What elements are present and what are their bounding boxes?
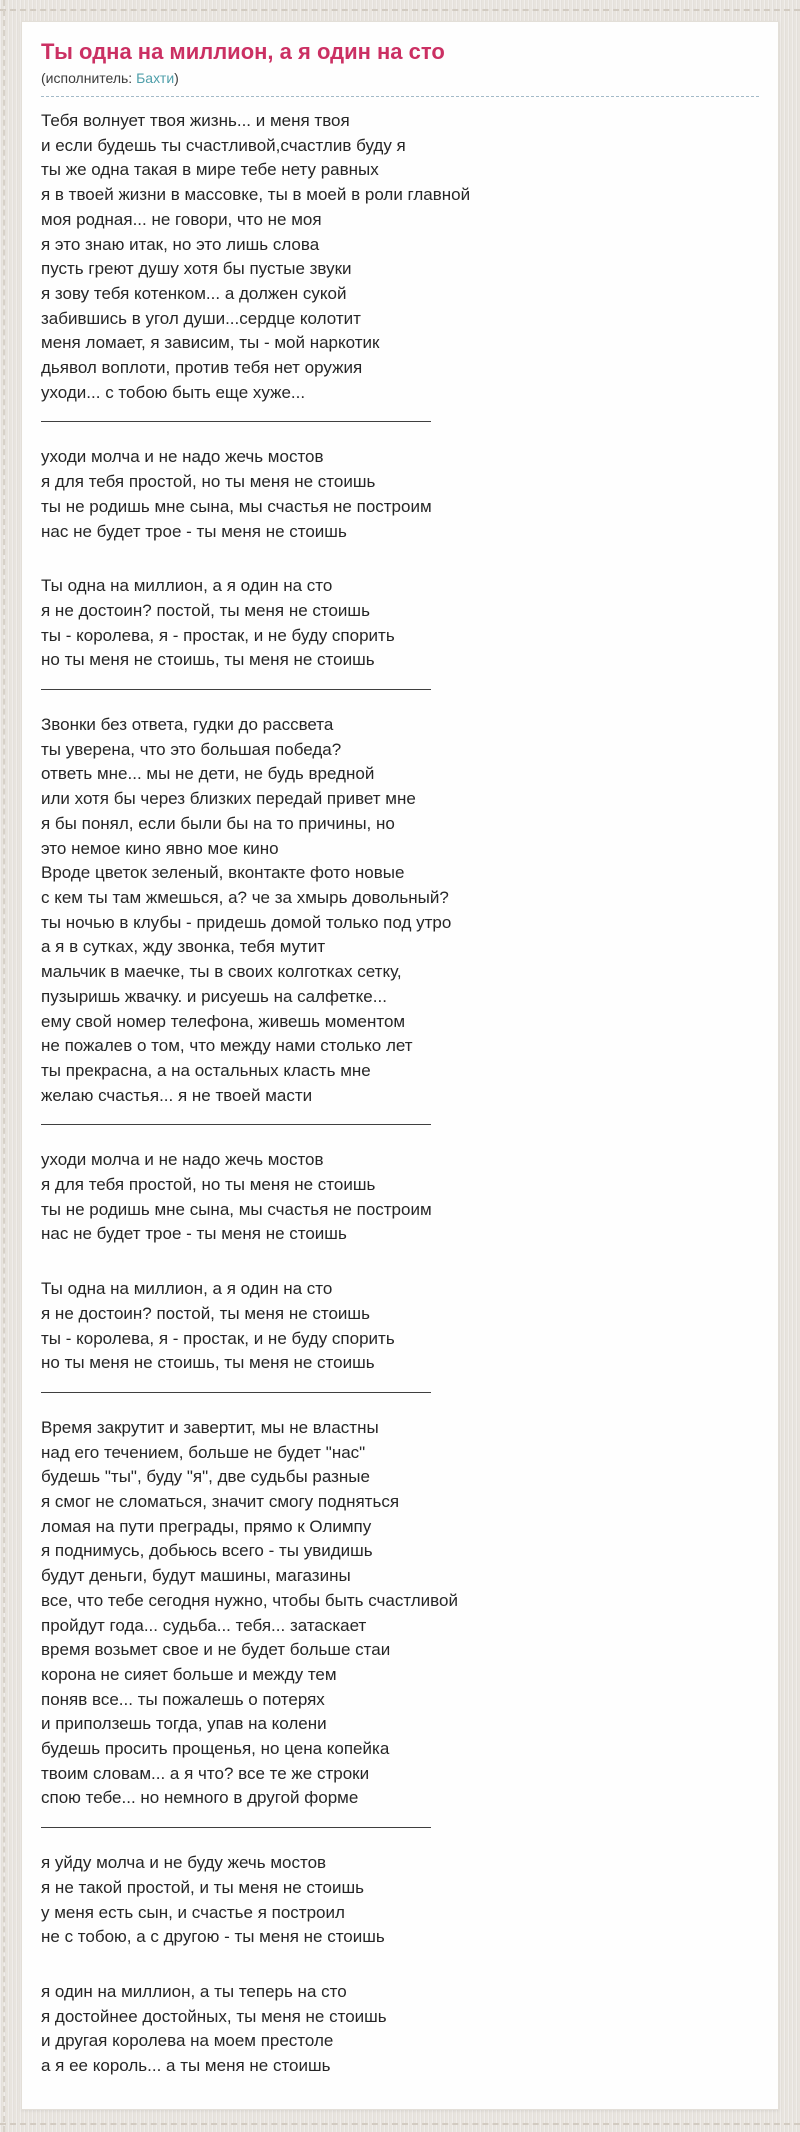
lyric-line: я в твоей жизни в массовке, ты в моей в роли главной — [41, 185, 471, 205]
artist-link[interactable]: Бахти — [136, 70, 175, 86]
lyric-line: уходи... с тобою быть еще хуже... — [41, 382, 306, 402]
section-separator — [41, 1811, 759, 1851]
section-separator — [41, 1376, 759, 1416]
lyric-line: и приползешь тогда, упав на колени — [41, 1714, 327, 1734]
background-stitch-bottom — [0, 2123, 800, 2125]
lyric-line: Тебя волнует твоя жизнь... и меня твоя — [41, 111, 350, 130]
lyric-line: не пожалев о том, что между нами столько лет — [41, 1036, 413, 1056]
lyric-line: спою тебе... но немного в другой форме — [41, 1788, 359, 1808]
lyric-line: ответь мне... мы не дети, не будь вредной — [41, 764, 375, 784]
section-separator — [41, 1108, 759, 1148]
lyric-line: я не достоин? постой, ты меня не стоишь — [41, 600, 370, 620]
performer-close-paren: ) — [174, 70, 179, 86]
lyric-line: твоим словам... а я что? все те же строки — [41, 1763, 370, 1783]
lyric-line: и другая королева на моем престоле — [41, 2031, 334, 2051]
lyric-line: ломая на пути преграды, прямо к Олимпу — [41, 1516, 372, 1536]
lyric-line: ты уверена, что это большая победа? — [41, 739, 342, 759]
section-separator — [41, 673, 759, 713]
lyric-line: пузыришь жвачку. и рисуешь на салфетке... — [41, 986, 387, 1006]
lyric-line: не с тобою, а с другою - ты меня не стоишь — [41, 1927, 385, 1947]
lyric-line: ты же одна такая в мире тебе нету равных — [41, 160, 379, 180]
lyric-line: над его течением, больше не будет "нас" — [41, 1442, 366, 1462]
lyric-line: уходи молча и не надо жечь мостов — [41, 447, 324, 467]
lyric-line: я уйду молча и не буду жечь мостов — [41, 1853, 327, 1873]
separator-line — [41, 421, 431, 422]
lyric-line: а я в сутках, жду звонка, тебя мутит — [41, 937, 326, 957]
lyric-line: я один на миллион, а ты теперь на сто — [41, 1982, 347, 2001]
lyric-line: я достойнее достойных, ты меня не стоишь — [41, 2006, 387, 2026]
blank-line — [41, 544, 759, 574]
lyrics — [41, 109, 759, 2079]
section-separator — [41, 405, 759, 445]
lyric-line: ты - королева, я - простак, и не буду спорить — [41, 1328, 395, 1348]
lyric-line: нас не будет трое - ты меня не стоишь — [41, 1224, 347, 1244]
separator-line — [41, 689, 431, 690]
lyric-line: я не достоин? постой, ты меня не стоишь — [41, 1303, 370, 1323]
separator-line — [41, 1392, 431, 1393]
lyric-line: ты - королева, я - простак, и не буду спорить — [41, 625, 395, 645]
lyric-line: ты ночью в клубы - придешь домой только под утро — [41, 912, 452, 932]
lyric-line: я для тебя простой, но ты меня не стоишь — [41, 1175, 376, 1195]
page-title: Ты одна на миллион, а я один на сто — [41, 39, 445, 64]
lyric-line: я поднимусь, добьюсь всего - ты увидишь — [41, 1541, 373, 1561]
lyric-line: я для тебя простой, но ты меня не стоишь — [41, 472, 376, 492]
lyric-line: все, что тебе сегодня нужно, чтобы быть счастливой — [41, 1590, 458, 1610]
lyric-line: Ты одна на миллион, а я один на сто — [41, 1279, 333, 1299]
lyric-line: ты прекрасна, а на остальных класть мне — [41, 1060, 371, 1080]
lyric-line: и если будешь ты счастливой,счастлив буду я — [41, 135, 406, 155]
lyric-line: Вроде цветок зеленый, вконтакте фото новые — [41, 863, 405, 883]
separator-line — [41, 1124, 431, 1125]
lyrics-card — [21, 21, 779, 2110]
blank-line — [41, 1950, 759, 1980]
separator-line — [41, 1827, 431, 1828]
lyric-line: мальчик в маечке, ты в своих колготках сетку, — [41, 962, 402, 982]
lyric-line: уходи молча и не надо жечь мостов — [41, 1150, 324, 1170]
performer-line — [41, 69, 759, 97]
lyric-line: ты не родишь мне сына, мы счастья не построим — [41, 1199, 432, 1219]
lyric-line: но ты меня не стоишь, ты меня не стоишь — [41, 650, 375, 670]
lyric-line: ему свой номер телефона, живешь моментом — [41, 1011, 406, 1031]
background-stitch-left — [3, 0, 5, 2132]
lyric-line: но ты меня не стоишь, ты меня не стоишь — [41, 1353, 375, 1373]
lyric-line: время возьмет свое и не будет больше стаи — [41, 1640, 391, 1660]
lyric-line: а я ее король... а ты меня не стоишь — [41, 2056, 331, 2076]
lyric-line: пройдут года... судьба... тебя... затаскает — [41, 1615, 367, 1635]
lyric-line: будешь "ты", буду "я", две судьбы разные — [41, 1467, 370, 1487]
lyric-line: я это знаю итак, но это лишь слова — [41, 234, 320, 254]
lyric-line: это немое кино явно мое кино — [41, 838, 279, 858]
lyric-line: будешь просить прощенья, но цена копейка — [41, 1739, 390, 1759]
lyric-line: поняв все... ты пожалешь о потерях — [41, 1689, 325, 1709]
lyric-line: я смог не сломаться, значит смогу подняться — [41, 1492, 400, 1512]
lyric-line: ты не родишь мне сына, мы счастья не построим — [41, 496, 432, 516]
lyric-line: моя родная... не говори, что не моя — [41, 209, 322, 229]
blank-line — [41, 1247, 759, 1277]
background-stitch-top — [0, 9, 800, 11]
lyric-line: корона не сияет больше и между тем — [41, 1664, 337, 1684]
lyric-line: я бы понял, если были бы на то причины, но — [41, 813, 395, 833]
lyric-line: я не такой простой, и ты меня не стоишь — [41, 1877, 364, 1897]
lyric-line: желаю счастья... я не твоей масти — [41, 1085, 313, 1105]
lyric-line: я зову тебя котенком... а должен сукой — [41, 283, 347, 303]
lyric-line: у меня есть сын, и счастье я построил — [41, 1902, 345, 1922]
lyric-line: Ты одна на миллион, а я один на сто — [41, 576, 333, 596]
lyric-line: Звонки без ответа, гудки до рассвета — [41, 715, 334, 735]
lyric-line: Время закрутит и завертит, мы не властны — [41, 1417, 379, 1437]
lyric-line: будут деньги, будут машины, магазины — [41, 1566, 351, 1586]
performer-label: (исполнитель: — [41, 70, 133, 86]
lyric-line: меня ломает, я зависим, ты - мой наркотик — [41, 333, 380, 353]
lyric-line: забившись в угол души...сердце колотит — [41, 308, 361, 328]
lyric-line: с кем ты там жмешься, а? че за хмырь довольный? — [41, 887, 449, 907]
lyric-line: нас не будет трое - ты меня не стоишь — [41, 521, 347, 541]
lyric-line: пусть греют душу хотя бы пустые звуки — [41, 259, 352, 279]
lyric-line: дьявол воплоти, против тебя нет оружия — [41, 358, 363, 378]
lyric-line: или хотя бы через близких передай привет мне — [41, 789, 416, 809]
